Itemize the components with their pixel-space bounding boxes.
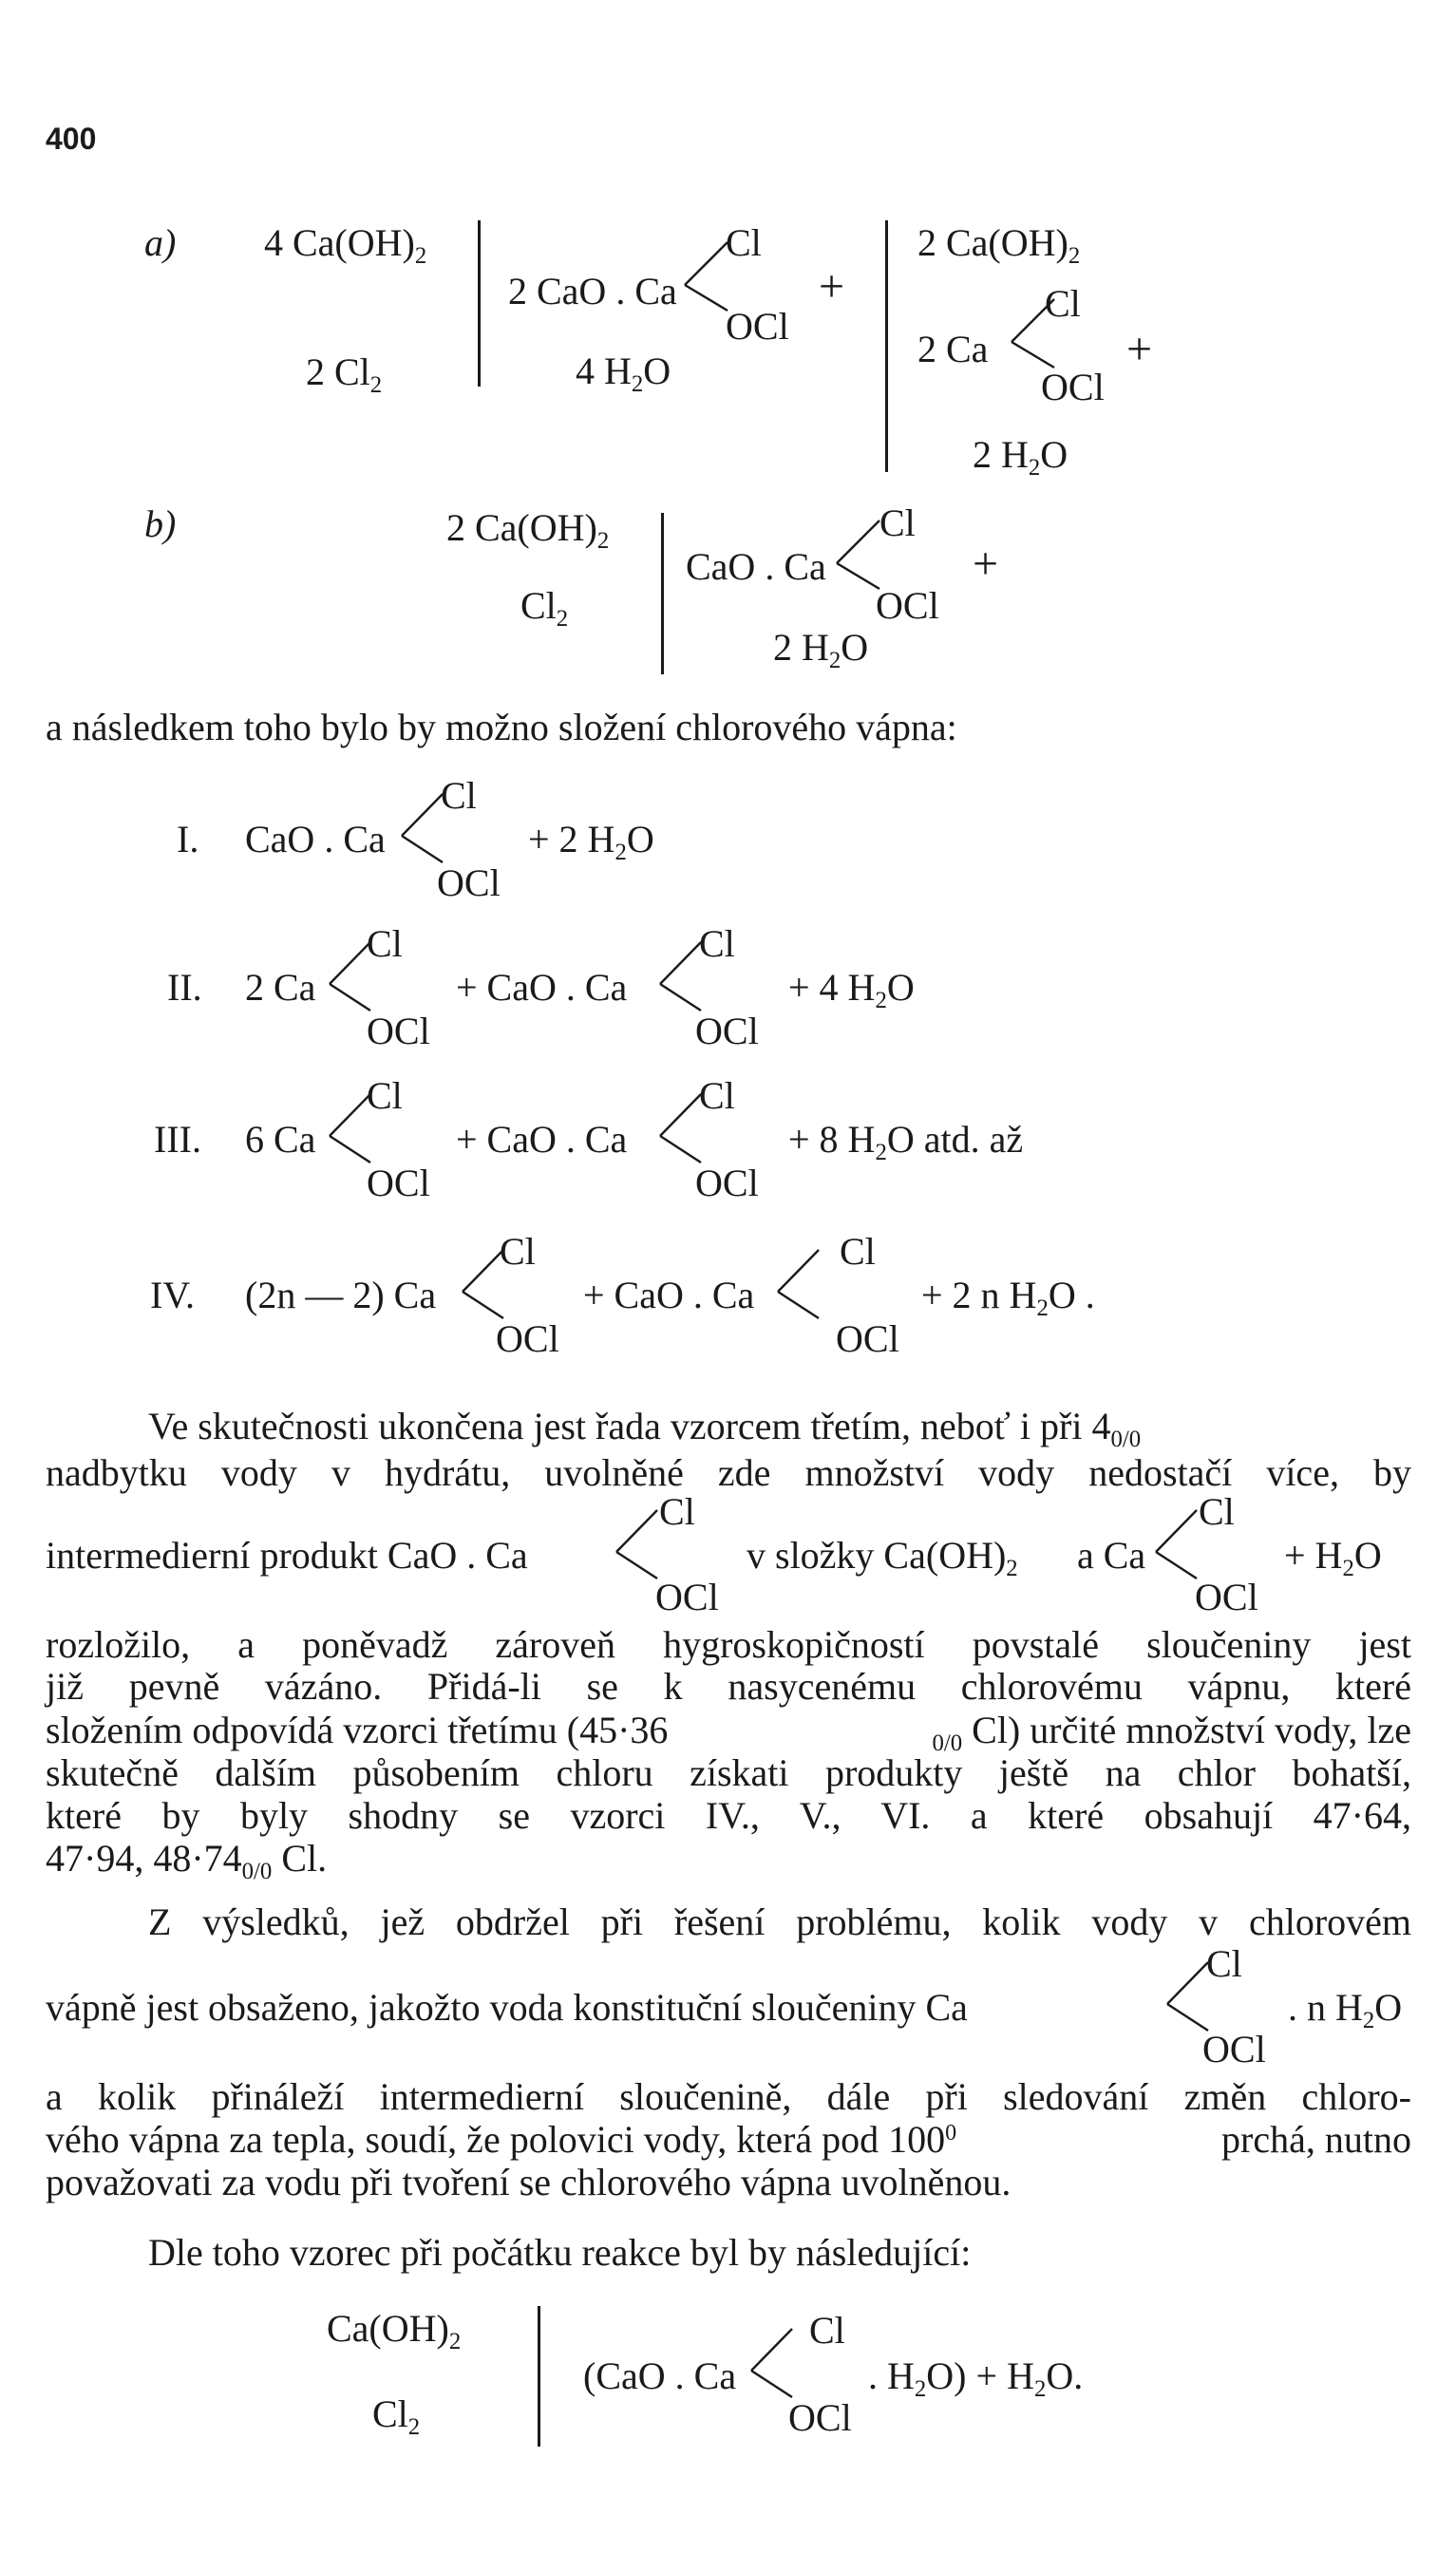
paragraph-2-line-2b: . n H2O	[1288, 1986, 1403, 2033]
scheme-b-left-reactant-2: Cl2	[520, 584, 569, 632]
paragraph-1-ocl-a: OCl	[655, 1576, 719, 1618]
scheme-b-ocl: OCl	[876, 584, 939, 627]
formula-2-cl-b: Cl	[699, 922, 735, 965]
formula-3-ocl-b: OCl	[695, 1162, 759, 1204]
formula-2-cl-a: Cl	[367, 922, 403, 965]
scheme-a-water-1: 4 H2O	[576, 350, 671, 397]
formula-3-compound-a: 6 Ca	[245, 1118, 316, 1161]
paragraph-1-line-1: Ve skutečnosti ukončena jest řada vzorcem třetím, neboť i při 40/0	[148, 1405, 1142, 1452]
formula-1-ocl: OCl	[437, 861, 501, 904]
final-scheme-divider	[538, 2306, 540, 2447]
formula-3-cl-a: Cl	[367, 1074, 403, 1117]
scheme-b-cl: Cl	[879, 501, 916, 544]
formula-4-ocl-a: OCl	[496, 1317, 559, 1360]
formula-4-cl-b: Cl	[840, 1230, 876, 1273]
formula-2-water: + 4 H2O	[788, 966, 915, 1013]
paragraph-3-line-1: Dle toho vzorec při počátku reakce byl by následující:	[148, 2231, 972, 2274]
scheme-a-product-2: 2 Ca	[917, 328, 989, 370]
paragraph-2-cl: Cl	[1206, 1942, 1242, 1985]
formula-4-bond-b	[773, 1242, 849, 1328]
paragraph-1-line-5: již pevně vázáno. Přidá-li se k nasycenému chlorovému vápnu, které	[46, 1665, 1411, 1708]
formula-1-number: I.	[177, 818, 199, 860]
paragraph-1-ocl-b: OCl	[1195, 1576, 1258, 1618]
formula-2-compound-a: 2 Ca	[245, 966, 316, 1009]
paragraph-1-line-3c: a Ca	[1077, 1534, 1146, 1577]
scheme-b-label: b)	[144, 502, 177, 545]
paragraph-1-line-4: rozložilo, a poněvadž zároveň hygroskopičností povstalé sloučeniny jest	[46, 1623, 1411, 1666]
paragraph-1-line-3b: v složky Ca(OH)2	[747, 1534, 1018, 1581]
paragraph-1-line-3d: + H2O	[1284, 1534, 1382, 1581]
formula-1-cl: Cl	[441, 774, 477, 817]
paragraph-1-line-7: skutečně dalším působením chloru získati produkty ještě na chlor bohatší,	[46, 1751, 1411, 1794]
paragraph-1-line-2: nadbytku vody v hydrátu, uvolněné zde množství vody nedostačí více, by	[46, 1451, 1411, 1494]
paragraph-1-cl-a: Cl	[659, 1490, 695, 1533]
paragraph-2-line-4: vého vápna za tepla, soudí, že polovici vody, která pod $100^0$ prchá, nutno	[46, 2118, 1411, 2161]
final-scheme-reactant-2: Cl2	[372, 2392, 421, 2440]
scheme-a-ocl-1: OCl	[726, 305, 789, 348]
scheme-b-divider	[661, 513, 664, 674]
scheme-a-left-reactant-1: 4 Ca(OH)2	[264, 221, 427, 269]
scheme-b-plus: +	[973, 539, 999, 589]
formula-4-compound-b: + CaO . Ca	[583, 1274, 755, 1316]
formula-2-number: II.	[167, 966, 202, 1009]
formula-4-number: IV.	[150, 1274, 196, 1316]
paragraph-2-line-2a: vápně jest obsaženo, jakožto voda konstituční sloučeniny Ca	[46, 1986, 968, 2029]
final-scheme-reactant-1: Ca(OH)2	[327, 2307, 462, 2354]
scheme-a-left-reactant-2: 2 Cl2	[306, 350, 383, 398]
scheme-a-product-1: 2 CaO . Ca	[508, 270, 677, 312]
scheme-b-left-reactant-1: 2 Ca(OH)2	[446, 506, 610, 554]
final-scheme-ocl: OCl	[788, 2396, 852, 2439]
scheme-a-plus-2: +	[1126, 324, 1153, 374]
formula-4-water: + 2 n H2O .	[921, 1274, 1095, 1321]
formula-3-number: III.	[154, 1118, 201, 1161]
scheme-b-product: CaO . Ca	[686, 545, 826, 588]
scheme-a-cl-2: Cl	[1045, 282, 1081, 325]
paragraph-1-line-9: 47·94, 48·740/0 Cl.	[46, 1837, 328, 1884]
paragraph-2-line-1: Z výsledků, jež obdržel při řešení problému, kolik vody v chlorovém	[148, 1900, 1411, 1943]
formula-3-compound-b: + CaO . Ca	[456, 1118, 628, 1161]
formula-4-cl-a: Cl	[500, 1230, 536, 1273]
scheme-a-divider-2	[885, 220, 888, 472]
scheme-a-label: a)	[144, 221, 177, 264]
formula-2-ocl-b: OCl	[695, 1010, 759, 1052]
final-scheme-cl: Cl	[809, 2309, 845, 2352]
page-number: 400	[46, 122, 97, 156]
paragraph-1-cl-b: Cl	[1199, 1490, 1235, 1533]
formula-3-ocl-a: OCl	[367, 1162, 430, 1204]
formula-2-ocl-a: OCl	[367, 1010, 430, 1052]
scheme-a-right-reactant: 2 Ca(OH)2	[917, 221, 1081, 269]
formula-2-compound-b: + CaO . Ca	[456, 966, 628, 1009]
formula-3-water: + 8 H2O atd. až	[788, 1118, 1024, 1165]
scheme-b-water: 2 H2O	[773, 626, 869, 673]
paragraph-2-line-5: považovati za vodu při tvoření se chlorového vápna uvolněnou.	[46, 2161, 1012, 2203]
scheme-a-divider-1	[478, 220, 481, 387]
formula-4-compound-a: (2n — 2) Ca	[245, 1274, 437, 1316]
formula-3-cl-b: Cl	[699, 1074, 735, 1117]
scheme-a-water-2: 2 H2O	[973, 433, 1068, 481]
final-scheme-water: . H2O) + H2O.	[868, 2354, 1084, 2402]
final-scheme-product: (CaO . Ca	[583, 2354, 737, 2397]
formula-4-ocl-b: OCl	[836, 1317, 899, 1360]
paragraph-2-ocl: OCl	[1202, 2028, 1266, 2070]
scheme-a-cl-1: Cl	[726, 221, 762, 264]
paragraph-1-line-6: složením odpovídá vzorci třetímu (45·36 0/0 Cl) určité množství vody, lze	[46, 1709, 1411, 1756]
scheme-a-ocl-2: OCl	[1041, 366, 1105, 408]
scheme-a-plus-1: +	[819, 261, 845, 312]
paragraph-1-line-8: které by byly shodny se vzorci IV., V., VI. a které obsahují 47·64,	[46, 1794, 1411, 1837]
intro-line: a následkem toho bylo by možno složení chlorového vápna:	[46, 706, 957, 748]
formula-1-compound: CaO . Ca	[245, 818, 386, 860]
paragraph-1-line-3a: intermedierní produkt CaO . Ca	[46, 1534, 528, 1577]
paragraph-2-line-3: a kolik přináleží intermedierní sloučenině, dále při sledování změn chloro-	[46, 2075, 1411, 2118]
formula-1-water: + 2 H2O	[528, 818, 654, 865]
